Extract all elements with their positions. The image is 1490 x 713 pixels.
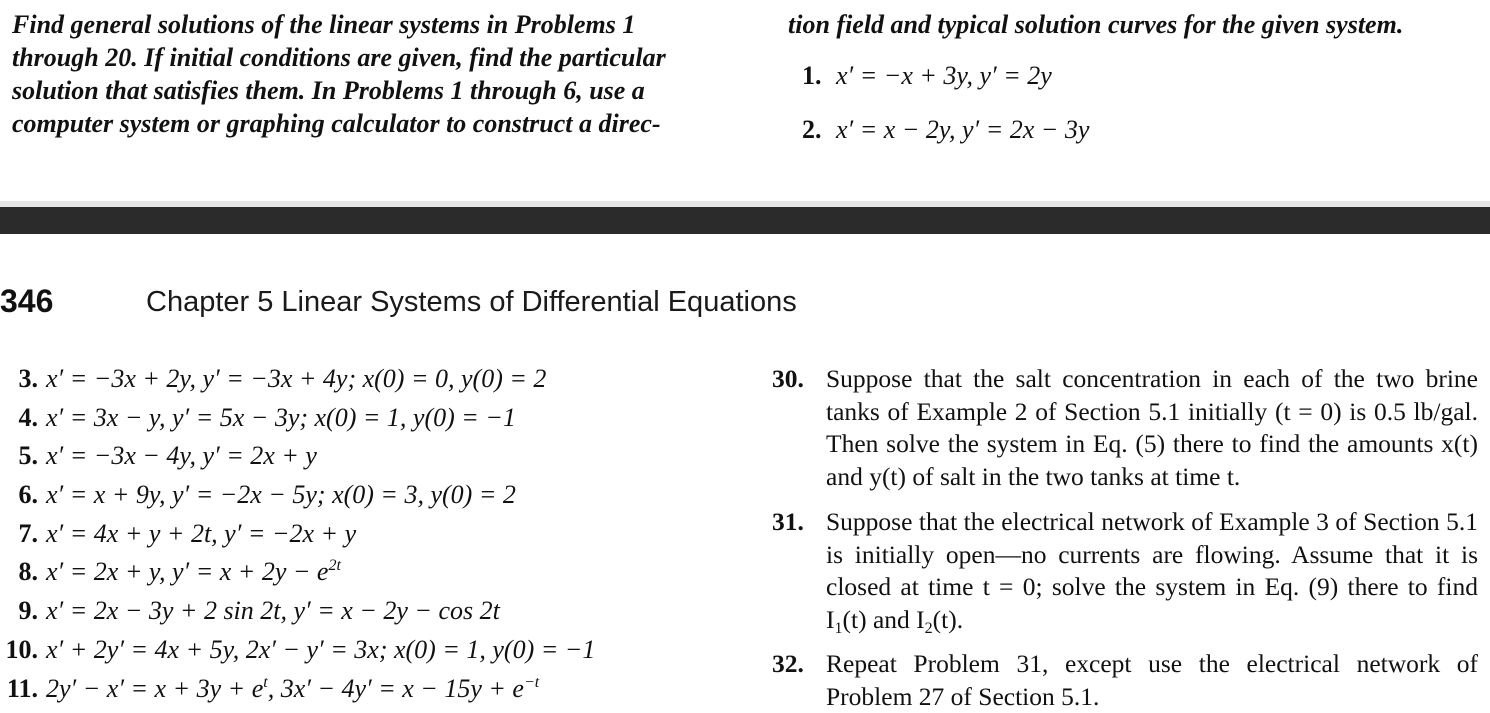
problem-8 <box>0 554 740 593</box>
problem-3 <box>0 361 740 400</box>
problem-text-part-b: (t) and I <box>842 604 925 634</box>
problem-number: 11. <box>6 673 38 703</box>
problem-equation: x′ = −3x − 4y, y′ = 2x + y <box>46 441 317 471</box>
problem-equation: x′ = −x + 3y, y′ = 2y <box>836 61 1052 90</box>
problem-number: 7. <box>18 518 38 548</box>
problem-number: 1. <box>802 61 822 90</box>
problem-number: 10. <box>5 634 38 664</box>
problem-equation: x′ = −3x + 2y, y′ = −3x + 4y; x(0) = 0, y(0) = 2 <box>46 364 547 393</box>
problem-text-part-c: (t). <box>932 604 964 634</box>
problem-number: 31. <box>772 507 804 536</box>
problem-5 <box>0 438 740 477</box>
instructions-continued-text: tion field and typical solution curves for the given system. <box>788 10 1404 39</box>
problem-1 <box>802 61 1052 91</box>
problem-number: 2. <box>802 115 822 144</box>
problem-number: 8. <box>18 557 38 587</box>
page-number: 346 <box>0 283 54 319</box>
problem-7 <box>0 516 740 555</box>
problem-number: 30. <box>772 364 804 393</box>
problem-equation: x′ = 3x − y, y′ = 5x − 3y; x(0) = 1, y(0) = −1 <box>46 402 516 432</box>
problem-number: 5. <box>18 441 38 471</box>
problem-equation: x′ = 4x + y + 2t, y′ = −2x + y <box>46 518 357 548</box>
chapter-title: Chapter 5 Linear Systems of Differential Equations <box>146 286 797 318</box>
exponent: t <box>263 673 268 691</box>
problem-11 <box>0 671 740 710</box>
problem-number: 6. <box>18 480 38 510</box>
problem-30 <box>772 363 1478 493</box>
problem-text: Suppose that the salt concentration in each of the two brine tanks of Example 2 of Section 5.1 initially (t = 0) is 0.5 lb/gal. Then solve the system in Eq. (5) there to find the amounts x(t) and y(t) of salt in the two tanks at time t. <box>826 364 1478 491</box>
problem-2 <box>802 115 1089 145</box>
problem-text: Repeat Problem 31, except use the electrical network of Problem 27 of Section 5.1. <box>826 649 1478 711</box>
problem-equation: x′ = x − 2y, y′ = 2x − 3y <box>836 115 1090 144</box>
problem-equation: x′ = x + 9y, y′ = −2x − 5y; x(0) = 3, y(0) = 2 <box>46 480 516 510</box>
subscript: 1 <box>834 619 843 637</box>
right-problem-list <box>772 363 1478 713</box>
problem-6 <box>0 477 740 516</box>
problem-equation: x′ = 2x + y, y′ = x + 2y − e <box>46 557 329 587</box>
problem-number: 9. <box>18 596 38 626</box>
problem-9 <box>0 593 740 632</box>
problem-32 <box>772 648 1478 713</box>
problem-equation-part-b: , 3x′ − 4y′ = x − 15y + e <box>267 673 524 703</box>
exponent: 2t <box>328 557 341 575</box>
left-problem-list <box>0 361 740 709</box>
problem-number: 4. <box>18 402 38 432</box>
problem-10 <box>0 632 740 671</box>
exponent: −t <box>523 673 540 691</box>
problem-equation: x′ = 2x − 3y + 2 sin 2t, y′ = x − 2y − cos 2t <box>46 596 500 626</box>
problem-31 <box>772 506 1478 636</box>
problem-number: 32. <box>772 649 804 678</box>
problem-text-part-a: Suppose that the electrical network of Example 3 of Section 5.1 is initially open—no currents are flowing. Assume that it is closed at time t = 0; solve the system in Eq. (9) there to find I <box>826 507 1478 634</box>
problem-equation-part-a: 2y′ − x′ = x + 3y + e <box>46 673 264 703</box>
problem-4 <box>0 400 740 439</box>
page-divider-band <box>0 207 1490 234</box>
problem-number: 3. <box>18 364 38 393</box>
problem-equation: x′ + 2y′ = 4x + 5y, 2x′ − y′ = 3x; x(0) = 1, y(0) = −1 <box>46 634 596 664</box>
instructions-text: Find general solutions of the linear systems in Problems 1 through 20. If initial conditions are given, find the particular solution that satisfies them. In Problems 1 through 6, use a computer system or graphing calculator to construct a direc- <box>12 10 666 138</box>
subscript: 2 <box>924 619 933 637</box>
